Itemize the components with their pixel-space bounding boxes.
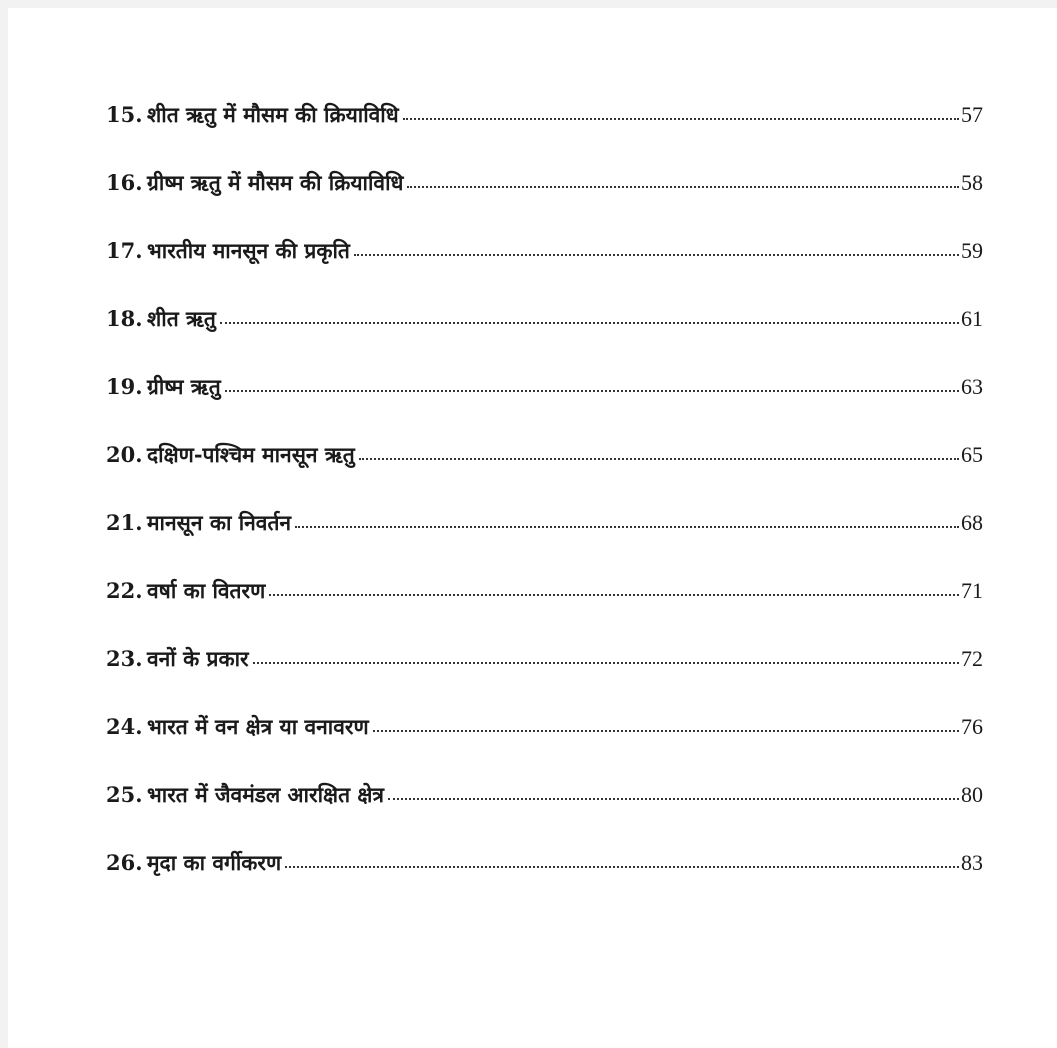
toc-entry-title: भारतीय मानसून की प्रकृति [147,238,350,263]
dot-leader [285,866,959,868]
toc-entry-number: 24. [106,714,143,739]
table-of-contents [106,94,983,910]
toc-entry-title: ग्रीष्म ऋतु में मौसम की क्रियाविधि [147,170,404,195]
toc-entry-number: 15. [106,102,143,127]
toc-entry [106,94,983,162]
toc-entry [106,774,983,842]
toc-entry-page-number: 65 [961,442,983,467]
toc-entry-title: मृदा का वर्गीकरण [147,850,282,875]
dot-leader [359,458,959,460]
toc-entry-title: वर्षा का वितरण [147,578,266,603]
toc-entry-title: शीत ऋतु [147,306,216,331]
dot-leader [225,390,959,392]
toc-entry-title: मानसून का निवर्तन [147,510,292,535]
toc-entry-number: 22. [106,578,143,603]
toc-entry-number: 18. [106,306,143,331]
toc-entry-number: 17. [106,238,143,263]
dot-leader [220,322,959,324]
toc-entry [106,638,983,706]
dot-leader [253,662,959,664]
toc-entry-page-number: 71 [961,578,983,603]
dot-leader [373,730,959,732]
toc-entry-number: 19. [106,374,143,399]
toc-entry-page-number: 61 [961,306,983,331]
toc-entry [106,502,983,570]
toc-entry-number: 21. [106,510,143,535]
dot-leader [388,798,959,800]
dot-leader [403,118,959,120]
toc-entry [106,366,983,434]
toc-entry [106,706,983,774]
toc-entry-page-number: 63 [961,374,983,399]
toc-entry-title: दक्षिण-पश्चिम मानसून ऋतु [147,442,355,467]
toc-entry-page-number: 72 [961,646,983,671]
toc-entry-number: 26. [106,850,143,875]
toc-entry-page-number: 76 [961,714,983,739]
toc-entry-page-number: 57 [961,102,983,127]
dot-leader [407,186,959,188]
dot-leader [295,526,959,528]
toc-entry [106,434,983,502]
toc-entry-title: ग्रीष्म ऋतु [147,374,221,399]
toc-entry [106,842,983,910]
toc-entry-page-number: 59 [961,238,983,263]
toc-entry-title: भारत में जैवमंडल आरक्षित क्षेत्र [147,782,385,807]
dot-leader [354,254,959,256]
toc-entry-title: भारत में वन क्षेत्र या वनावरण [147,714,369,739]
toc-entry [106,570,983,638]
toc-entry-page-number: 68 [961,510,983,535]
toc-entry-number: 16. [106,170,143,195]
document-page [8,8,1057,1048]
toc-entry-page-number: 58 [961,170,983,195]
toc-entry-page-number: 80 [961,782,983,807]
toc-entry-page-number: 83 [961,850,983,875]
toc-entry-number: 23. [106,646,143,671]
toc-entry [106,162,983,230]
toc-entry [106,230,983,298]
toc-entry-number: 20. [106,442,143,467]
toc-entry-title: वनों के प्रकार [147,646,249,671]
toc-entry-title: शीत ऋतु में मौसम की क्रियाविधि [147,102,399,127]
dot-leader [269,594,959,596]
toc-entry-number: 25. [106,782,143,807]
toc-entry [106,298,983,366]
